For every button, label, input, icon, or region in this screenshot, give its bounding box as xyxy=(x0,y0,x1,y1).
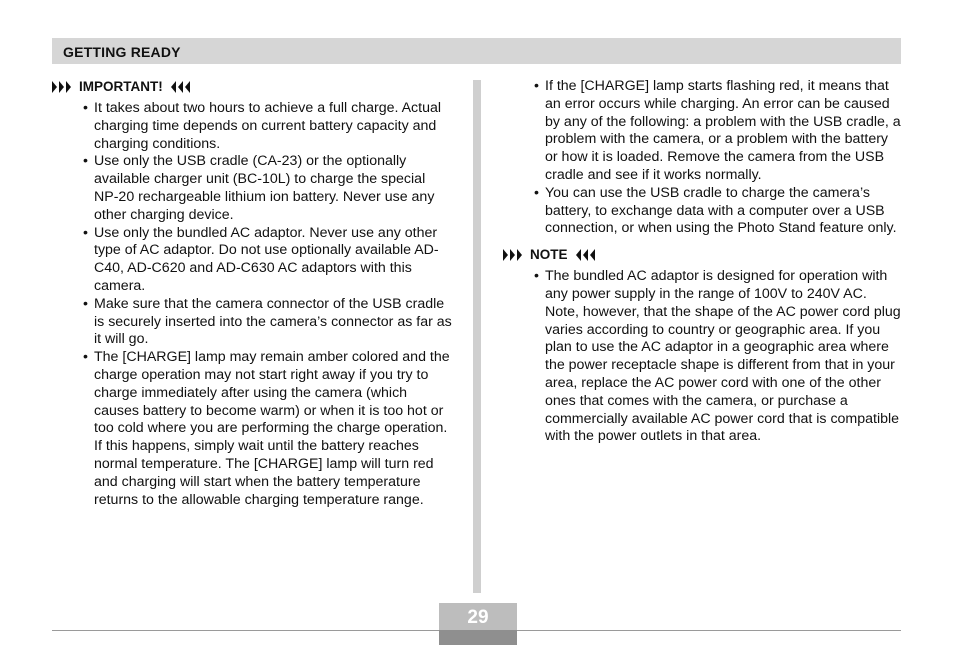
list-item xyxy=(52,153,452,224)
list-item-text: Use only the USB cradle (CA-23) or the optionally available charger unit (BC-10L) to charge the special NP-20 rechargeable lithium ion battery. Never use any other charging device. xyxy=(94,153,435,223)
page-number-badge xyxy=(439,603,517,645)
list-item-text: If the [CHARGE] lamp starts flashing red, it means that an error occurs while charging. An error can be caused by any of the following: a problem with the USB cradle, a problem with the camera, or a problem with the battery or how it is loaded. Remove the camera from the USB cradle and see if it works normally. xyxy=(545,78,901,183)
important-list-continued xyxy=(503,78,903,238)
bullet-icon: • xyxy=(83,100,88,116)
note-label: NOTE xyxy=(530,247,568,263)
list-item-text: The [CHARGE] lamp may remain amber colored and the charge operation may not start right away if you try to charge immediately after using the camera (which causes battery to become warm) or when it is too hot or too cold where you are performing the charge operation. If this happens, simply wait until the battery reaches normal temperature. The [CHARGE] lamp will turn red and charging will start when the battery temperature returns to the allowable charging temperature range. xyxy=(94,349,450,508)
list-item-text: Use only the bundled AC adaptor. Never use any other type of AC adaptor. Do not use optionally available AD-C40, AD-C620 and AD-C630 AC adaptors with this camera. xyxy=(94,224,439,294)
list-item-text: You can use the USB cradle to charge the camera’s battery, to exchange data with a computer over a USB connection, or when using the Photo Stand feature only. xyxy=(545,184,897,237)
bullet-icon: • xyxy=(534,268,539,285)
triple-right-arrow-icon xyxy=(503,249,525,261)
bullet-icon: • xyxy=(83,349,88,366)
page-badge-band xyxy=(439,630,517,645)
note-heading xyxy=(503,246,903,264)
list-item xyxy=(52,296,452,349)
list-item-text: Make sure that the camera connector of the USB cradle is securely inserted into the camera’s connector as far as it will go. xyxy=(94,295,452,348)
bullet-icon: • xyxy=(534,78,539,94)
list-item-text: The bundled AC adaptor is designed for operation with any power supply in the range of 100V to 240V AC. Note, however, that the shape of the AC power cord plug varies according to country or geographic area. If you plan to use the AC adaptor in a geographic area where the power receptacle shape is different from that in your area, replace the AC power cord with one of the other ones that comes with the camera, or purchase a commercially available AC power cord that is compatible with the power outlets in that area. xyxy=(545,268,901,445)
bullet-icon: • xyxy=(534,184,539,201)
list-item-text: It takes about two hours to achieve a full charge. Actual charging time depends on current battery capacity and charging conditions. xyxy=(94,100,442,152)
page-section-title: GETTING READY xyxy=(63,44,181,60)
page-number: 29 xyxy=(467,607,489,628)
right-column xyxy=(503,78,903,446)
list-item xyxy=(52,225,452,296)
important-list xyxy=(52,100,452,509)
header-bar xyxy=(52,38,901,64)
column-divider xyxy=(473,80,481,593)
list-item xyxy=(503,268,903,446)
important-label: IMPORTANT! xyxy=(79,79,163,95)
list-item xyxy=(503,185,903,238)
note-list xyxy=(503,268,903,446)
list-item xyxy=(52,100,452,153)
list-item xyxy=(52,349,452,509)
triple-left-arrow-icon xyxy=(168,81,190,93)
left-column xyxy=(52,78,452,509)
triple-left-arrow-icon xyxy=(573,249,595,261)
bullet-icon: • xyxy=(83,295,88,312)
bullet-icon: • xyxy=(83,224,88,241)
triple-right-arrow-icon xyxy=(52,81,74,93)
list-item xyxy=(503,78,903,185)
bullet-icon: • xyxy=(83,153,88,170)
important-heading xyxy=(52,78,452,96)
